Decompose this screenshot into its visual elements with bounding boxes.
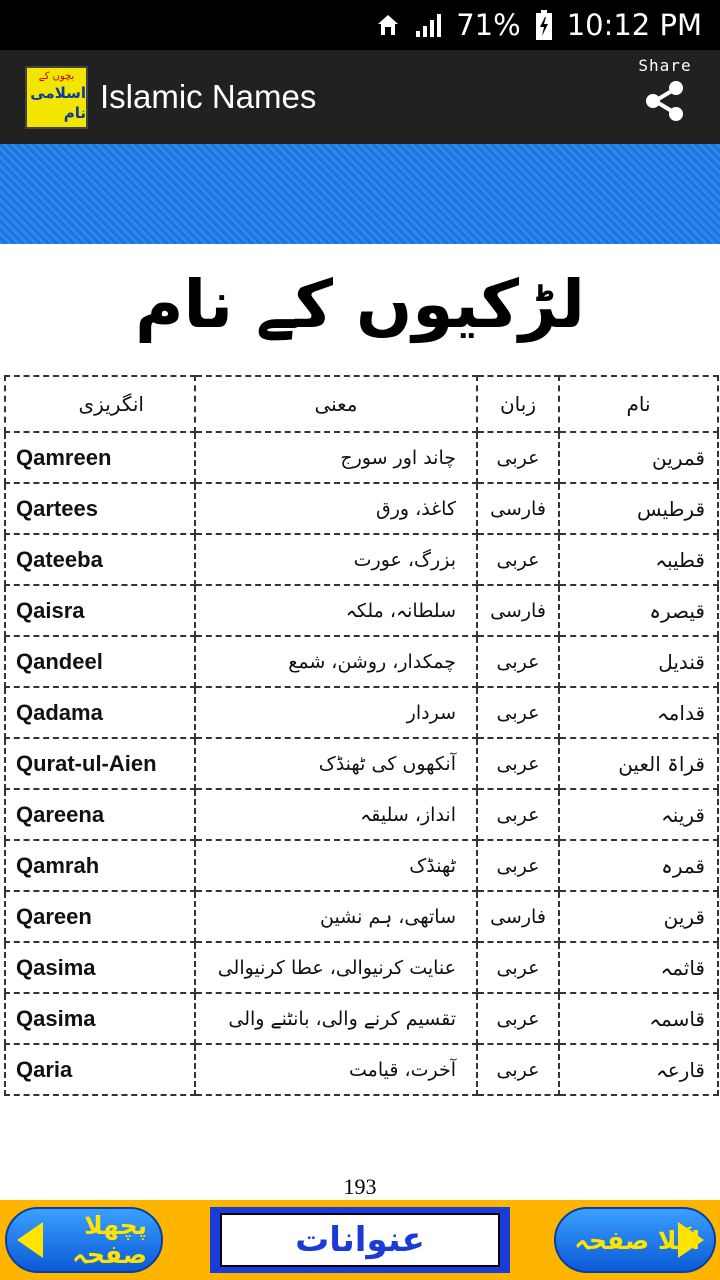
table-row bbox=[5, 789, 718, 840]
logo-top-text: بچوں کے bbox=[38, 71, 75, 82]
next-page-button[interactable] bbox=[554, 1207, 716, 1273]
english-name: Qamrah bbox=[5, 840, 195, 891]
urdu-name: قدامہ bbox=[559, 687, 718, 738]
signal-icon bbox=[414, 13, 442, 37]
english-name: Qamreen bbox=[5, 432, 195, 483]
book-page bbox=[0, 244, 720, 1200]
share-icon[interactable] bbox=[643, 81, 687, 125]
previous-page-button[interactable] bbox=[5, 1207, 163, 1273]
english-name: Qasima bbox=[5, 993, 195, 1044]
language: فارسی bbox=[477, 483, 559, 534]
meaning: انداز، سلیقہ bbox=[195, 789, 477, 840]
urdu-name: قیصرہ bbox=[559, 585, 718, 636]
meaning: ٹھنڈک bbox=[195, 840, 477, 891]
language: فارسی bbox=[477, 891, 559, 942]
language: عربی bbox=[477, 942, 559, 993]
header-name: نام bbox=[559, 376, 718, 432]
header-meaning: معنی bbox=[195, 376, 477, 432]
table-row bbox=[5, 483, 718, 534]
arrow-left-icon bbox=[17, 1222, 43, 1258]
meaning: سلطانہ، ملکہ bbox=[195, 585, 477, 636]
names-table bbox=[4, 375, 719, 1096]
logo-main-text: اسلامی نام bbox=[30, 84, 86, 122]
table-row bbox=[5, 636, 718, 687]
urdu-name: قراۃ العین bbox=[559, 738, 718, 789]
index-button[interactable] bbox=[210, 1207, 510, 1273]
urdu-name: قرینہ bbox=[559, 789, 718, 840]
language: عربی bbox=[477, 1044, 559, 1095]
table-row bbox=[5, 942, 718, 993]
english-name: Qareen bbox=[5, 891, 195, 942]
share-label: Share bbox=[638, 56, 692, 75]
banner bbox=[0, 144, 720, 244]
app-title: Islamic Names bbox=[100, 78, 317, 115]
previous-page-label: پچھلا صفحہ bbox=[72, 1211, 147, 1269]
meaning: عنایت کرنیوالی، عطا کرنیوالی bbox=[195, 942, 477, 993]
action-bar bbox=[0, 50, 720, 144]
table-row bbox=[5, 432, 718, 483]
index-label: عنوانات bbox=[295, 1220, 425, 1260]
english-name: Qartees bbox=[5, 483, 195, 534]
page-number: 193 bbox=[343, 1174, 377, 1199]
clock: 10:12 PM bbox=[566, 8, 702, 42]
table-row bbox=[5, 1044, 718, 1095]
urdu-name: قاسمہ bbox=[559, 993, 718, 1044]
meaning: آخرت، قیامت bbox=[195, 1044, 477, 1095]
status-bar bbox=[0, 0, 720, 50]
english-name: Qadama bbox=[5, 687, 195, 738]
meaning: چاند اور سورج bbox=[195, 432, 477, 483]
language: عربی bbox=[477, 432, 559, 483]
bottom-nav-bar bbox=[0, 1200, 720, 1280]
table-row bbox=[5, 993, 718, 1044]
urdu-name: قاثمہ bbox=[559, 942, 718, 993]
page-heading: لڑکیوں کے نام bbox=[135, 266, 585, 343]
share-button[interactable] bbox=[634, 56, 696, 136]
language: عربی bbox=[477, 636, 559, 687]
english-name: Qaisra bbox=[5, 585, 195, 636]
urdu-name: قطیبہ bbox=[559, 534, 718, 585]
language: عربی bbox=[477, 738, 559, 789]
english-name: Qurat-ul-Aien bbox=[5, 738, 195, 789]
battery-charging-icon bbox=[535, 10, 553, 40]
table-row bbox=[5, 738, 718, 789]
english-name: Qandeel bbox=[5, 636, 195, 687]
header-english: انگریزی bbox=[5, 376, 195, 432]
language: عربی bbox=[477, 789, 559, 840]
table-row bbox=[5, 585, 718, 636]
table-row bbox=[5, 534, 718, 585]
meaning: بزرگ، عورت bbox=[195, 534, 477, 585]
meaning: ساتھی، ہم نشین bbox=[195, 891, 477, 942]
arrow-right-icon bbox=[678, 1222, 704, 1258]
english-name: Qasima bbox=[5, 942, 195, 993]
urdu-name: قندیل bbox=[559, 636, 718, 687]
meaning: کاغذ، ورق bbox=[195, 483, 477, 534]
meaning: چمکدار، روشن، شمع bbox=[195, 636, 477, 687]
language: عربی bbox=[477, 534, 559, 585]
header-language: زبان bbox=[477, 376, 559, 432]
app-logo bbox=[25, 66, 88, 129]
table-row bbox=[5, 687, 718, 738]
urdu-name: قمرین bbox=[559, 432, 718, 483]
urdu-name: قمرہ bbox=[559, 840, 718, 891]
table-header-row bbox=[5, 376, 718, 432]
english-name: Qateeba bbox=[5, 534, 195, 585]
table-row bbox=[5, 840, 718, 891]
urdu-name: قرین bbox=[559, 891, 718, 942]
home-icon bbox=[376, 13, 400, 37]
next-page-label: اگلا صفحہ bbox=[574, 1225, 700, 1255]
urdu-name: قارعہ bbox=[559, 1044, 718, 1095]
language: عربی bbox=[477, 993, 559, 1044]
language: عربی bbox=[477, 840, 559, 891]
battery-percent: 71% bbox=[456, 8, 521, 42]
meaning: سردار bbox=[195, 687, 477, 738]
meaning: آنکھوں کی ٹھنڈک bbox=[195, 738, 477, 789]
table-row bbox=[5, 891, 718, 942]
urdu-name: قرطیس bbox=[559, 483, 718, 534]
english-name: Qareena bbox=[5, 789, 195, 840]
meaning: تقسیم کرنے والی، بانٹنے والی bbox=[195, 993, 477, 1044]
language: فارسی bbox=[477, 585, 559, 636]
language: عربی bbox=[477, 687, 559, 738]
english-name: Qaria bbox=[5, 1044, 195, 1095]
index-label-box bbox=[220, 1213, 500, 1267]
